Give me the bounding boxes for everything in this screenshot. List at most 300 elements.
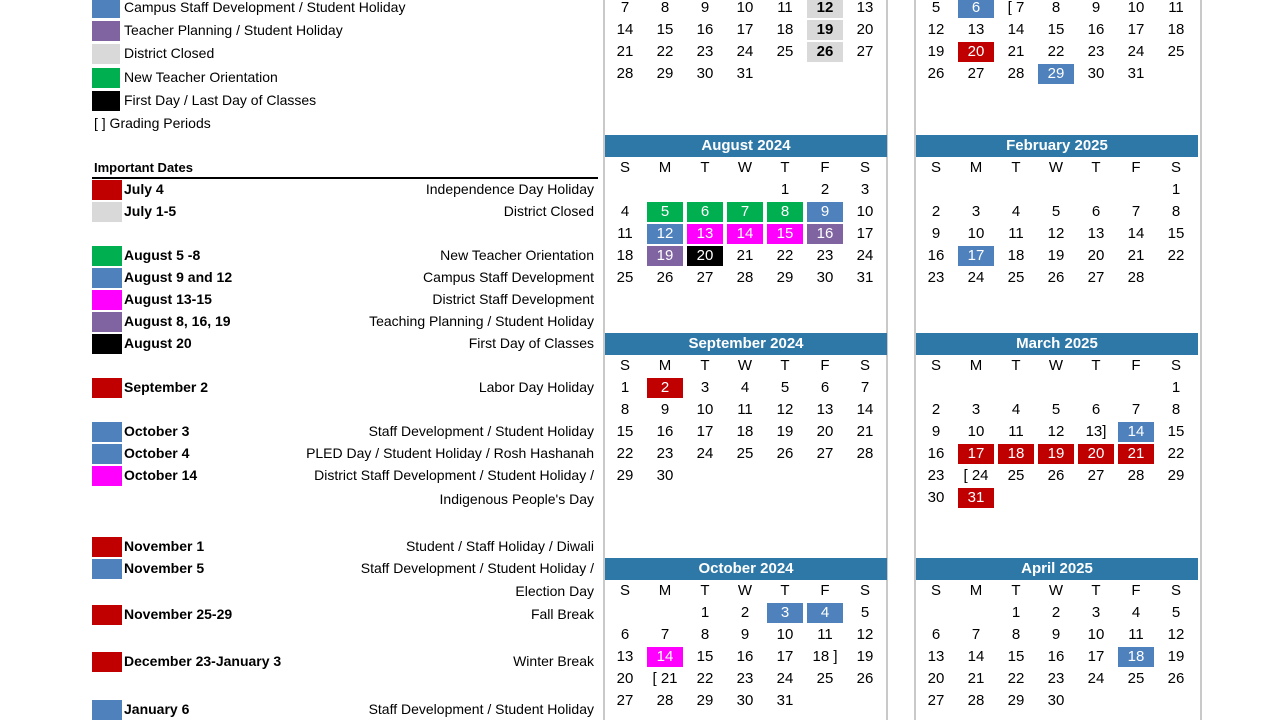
- day-cell: 19: [1167, 648, 1185, 665]
- day-cell: 3: [860, 181, 870, 198]
- day-cell: 28: [616, 65, 634, 82]
- day-cell: 6: [958, 0, 994, 18]
- day-cell: [1078, 691, 1114, 711]
- important-date-row: [92, 246, 596, 266]
- day-cell: 8: [700, 626, 710, 643]
- day-cell: 17: [1127, 21, 1145, 38]
- weekday-label: S: [859, 582, 870, 599]
- day-cell: 5: [1051, 203, 1061, 220]
- day-cell: 10: [967, 225, 985, 242]
- day-grid: [916, 602, 1198, 712]
- weekday-label: F: [820, 582, 830, 599]
- day-cell: 27: [696, 269, 714, 286]
- day-cell: 5: [931, 0, 941, 16]
- day-cell: [ 24: [963, 467, 989, 484]
- day-cell: 10: [736, 0, 754, 16]
- month-aug: [605, 135, 887, 289]
- legend-swatch: [92, 68, 120, 88]
- day-cell: 29: [1038, 64, 1074, 84]
- weekday-label: T: [1091, 159, 1101, 176]
- day-cell: 19: [1038, 444, 1074, 464]
- weekday-label: F: [820, 159, 830, 176]
- event-date: October 14: [124, 467, 198, 483]
- day-cell: 27: [816, 445, 834, 462]
- day-cell: 18: [1007, 247, 1025, 264]
- weekday-header: [916, 157, 1198, 179]
- legend-item: [92, 68, 492, 88]
- weekday-label: T: [1091, 582, 1101, 599]
- day-cell: 4: [1011, 203, 1021, 220]
- weekday-header: [605, 157, 887, 179]
- event-description: Fall Break: [530, 606, 594, 622]
- day-cell: 13]: [1085, 423, 1107, 440]
- weekday-label: S: [1170, 357, 1181, 374]
- day-cell: 13: [816, 401, 834, 418]
- day-cell: 28: [856, 445, 874, 462]
- day-cell: 14: [616, 21, 634, 38]
- day-cell: 18: [736, 423, 754, 440]
- day-cell: 26: [776, 445, 794, 462]
- event-description: District Staff Development / Student Holiday /: [314, 467, 594, 483]
- weekday-label: T: [700, 159, 710, 176]
- day-cell: 22: [656, 43, 674, 60]
- day-cell: 8: [1171, 401, 1181, 418]
- day-cell: 25: [1007, 467, 1025, 484]
- day-cell: 14: [727, 224, 763, 244]
- month-feb: [916, 135, 1198, 289]
- event-description: Teaching Planning / Student Holiday: [369, 313, 594, 329]
- day-cell: 2: [931, 203, 941, 220]
- day-cell: 18: [1167, 21, 1185, 38]
- day-cell: 23: [1047, 670, 1065, 687]
- day-cell: 26: [1047, 269, 1065, 286]
- day-cell: 15: [1167, 225, 1185, 242]
- day-cell: 29: [1167, 467, 1185, 484]
- day-cell: 18: [776, 21, 794, 38]
- day-cell: 12: [1167, 626, 1185, 643]
- month-title: August 2024: [605, 135, 887, 157]
- day-cell: 25: [816, 670, 834, 687]
- day-cell: 22: [1047, 43, 1065, 60]
- day-cell: 11: [817, 626, 833, 643]
- day-cell: 29: [656, 65, 674, 82]
- event-description: Independence Day Holiday: [425, 181, 594, 197]
- event-date: August 20: [124, 335, 192, 351]
- day-cell: 22: [616, 445, 634, 462]
- day-cell: [767, 64, 803, 84]
- day-cell: 19: [807, 20, 843, 40]
- event-swatch: [92, 605, 122, 625]
- day-cell: 13: [616, 648, 634, 665]
- day-grid: [916, 377, 1198, 509]
- day-cell: 12: [1047, 423, 1065, 440]
- event-date: August 9 and 12: [124, 269, 233, 285]
- event-swatch: [92, 312, 122, 332]
- important-date-row: [92, 559, 596, 579]
- day-cell: 17: [958, 246, 994, 266]
- day-cell: 24: [696, 445, 714, 462]
- day-cell: 24: [856, 247, 874, 264]
- day-cell: 30: [1047, 692, 1065, 709]
- day-cell: 31: [736, 65, 754, 82]
- day-cell: 19: [647, 246, 683, 266]
- day-cell: 24: [1087, 670, 1105, 687]
- weekday-label: T: [700, 357, 710, 374]
- day-cell: 24: [736, 43, 754, 60]
- legend-label: Teacher Planning / Student Holiday: [124, 22, 343, 38]
- day-cell: 4: [740, 379, 750, 396]
- day-cell: 14: [967, 648, 985, 665]
- day-cell: 10: [967, 423, 985, 440]
- day-cell: 14: [1127, 225, 1145, 242]
- day-cell: 18: [1118, 647, 1154, 667]
- day-cell: 10: [856, 203, 874, 220]
- day-cell: 5: [1051, 401, 1061, 418]
- day-cell: 20: [1087, 247, 1105, 264]
- day-grid: [916, 179, 1198, 289]
- weekday-label: T: [1091, 357, 1101, 374]
- day-cell: 22: [776, 247, 794, 264]
- day-cell: 21: [736, 247, 754, 264]
- month-apr: [916, 558, 1198, 712]
- day-cell: [1118, 378, 1154, 398]
- day-cell: 1: [620, 379, 630, 396]
- event-date: October 3: [124, 423, 190, 439]
- event-date: October 4: [124, 445, 190, 461]
- day-cell: 8: [767, 202, 803, 222]
- day-cell: 16: [927, 445, 945, 462]
- legend-label: Campus Staff Development / Student Holiday: [124, 0, 406, 15]
- event-date: January 6: [124, 701, 190, 717]
- day-cell: 3: [767, 603, 803, 623]
- day-cell: 20: [816, 423, 834, 440]
- event-description: Student / Staff Holiday / Diwali: [405, 538, 594, 554]
- day-cell: 30: [736, 692, 754, 709]
- event-swatch: [92, 444, 122, 464]
- day-cell: 7: [727, 202, 763, 222]
- event-date: July 4: [124, 181, 164, 197]
- day-cell: 25: [776, 43, 794, 60]
- day-cell: 10: [696, 401, 714, 418]
- weekday-label: S: [859, 357, 870, 374]
- important-date-row: [92, 268, 596, 288]
- important-date-row: [92, 180, 596, 200]
- weekday-label: W: [737, 357, 753, 374]
- day-cell: 1: [1171, 181, 1181, 198]
- weekday-label: S: [859, 159, 870, 176]
- day-cell: 31: [1127, 65, 1145, 82]
- day-cell: 7: [1131, 401, 1141, 418]
- day-cell: 17: [696, 423, 714, 440]
- day-cell: 14: [647, 647, 683, 667]
- event-description: Campus Staff Development: [423, 269, 594, 285]
- weekday-label: S: [930, 159, 941, 176]
- day-cell: 31: [856, 269, 874, 286]
- day-cell: 14: [1007, 21, 1025, 38]
- important-dates-title: Important Dates: [94, 160, 193, 175]
- day-cell: 17: [776, 648, 794, 665]
- day-cell: 31: [776, 692, 794, 709]
- day-cell: 22: [1167, 247, 1185, 264]
- day-cell: 22: [1007, 670, 1025, 687]
- day-cell: 27: [616, 692, 634, 709]
- day-cell: 3: [700, 379, 710, 396]
- day-cell: 11: [1008, 225, 1024, 242]
- day-cell: 18: [616, 247, 634, 264]
- day-cell: 16: [696, 21, 714, 38]
- weekday-label: W: [1048, 159, 1064, 176]
- event-date: August 5 -8: [124, 247, 201, 263]
- day-cell: [1118, 180, 1154, 200]
- event-swatch: [92, 180, 122, 200]
- day-cell: 20: [927, 670, 945, 687]
- legend-swatch: [92, 21, 120, 41]
- day-cell: 9: [740, 626, 750, 643]
- day-cell: 22: [1167, 445, 1185, 462]
- event-swatch: [92, 378, 122, 398]
- day-cell: 26: [807, 42, 843, 62]
- event-date: August 13-15: [124, 291, 212, 307]
- event-swatch: [92, 537, 122, 557]
- day-cell: 11: [1008, 423, 1024, 440]
- event-description: Staff Development / Student Holiday: [368, 423, 594, 439]
- month-title: February 2025: [916, 135, 1198, 157]
- day-cell: 6: [687, 202, 723, 222]
- important-date-row: [92, 378, 596, 398]
- day-cell: 1: [1011, 604, 1021, 621]
- day-cell: [1078, 488, 1114, 508]
- day-cell: [958, 603, 994, 623]
- day-cell: 20: [958, 42, 994, 62]
- day-cell: 16: [1047, 648, 1065, 665]
- day-cell: 23: [656, 445, 674, 462]
- day-cell: 1: [700, 604, 710, 621]
- day-cell: 26: [656, 269, 674, 286]
- day-cell: 21: [616, 43, 634, 60]
- day-cell: 23: [736, 670, 754, 687]
- weekday-label: M: [969, 357, 983, 374]
- day-cell: 16: [1087, 21, 1105, 38]
- day-cell: 14: [1118, 422, 1154, 442]
- weekday-label: T: [780, 582, 790, 599]
- day-cell: [1038, 378, 1074, 398]
- event-description: Staff Development / Student Holiday: [368, 701, 594, 717]
- day-cell: 27: [1087, 467, 1105, 484]
- day-cell: 25: [1127, 670, 1145, 687]
- day-cell: 18 ]: [812, 648, 838, 665]
- day-cell: 28: [1127, 467, 1145, 484]
- month-sep: [605, 333, 887, 487]
- legend-label: [ ] Grading Periods: [94, 115, 211, 131]
- day-cell: 25: [1167, 43, 1185, 60]
- day-cell: [727, 180, 763, 200]
- weekday-label: T: [1011, 159, 1021, 176]
- day-cell: 21: [1118, 444, 1154, 464]
- day-cell: 16: [656, 423, 674, 440]
- column-divider: [1200, 0, 1202, 720]
- weekday-header: [605, 355, 887, 377]
- day-cell: 7: [660, 626, 670, 643]
- day-cell: 30: [1087, 65, 1105, 82]
- important-dates-divider: [92, 177, 598, 179]
- day-cell: 26: [1167, 670, 1185, 687]
- day-cell: [1158, 268, 1194, 288]
- important-date-row: [92, 582, 596, 602]
- month-title: September 2024: [605, 333, 887, 355]
- day-cell: 11: [1128, 626, 1144, 643]
- event-swatch: [92, 202, 122, 222]
- day-cell: [918, 378, 954, 398]
- day-cell: 11: [777, 0, 793, 16]
- day-cell: [1038, 180, 1074, 200]
- day-cell: 2: [647, 378, 683, 398]
- day-cell: 13: [967, 21, 985, 38]
- day-cell: [998, 180, 1034, 200]
- day-cell: [1078, 378, 1114, 398]
- day-cell: 12: [856, 626, 874, 643]
- day-cell: 31: [958, 488, 994, 508]
- event-swatch: [92, 559, 122, 579]
- event-description: New Teacher Orientation: [440, 247, 594, 263]
- day-cell: 10: [1127, 0, 1145, 16]
- weekday-label: F: [1131, 357, 1141, 374]
- day-cell: 12: [807, 0, 843, 18]
- day-cell: 2: [1051, 604, 1061, 621]
- day-cell: 6: [1091, 401, 1101, 418]
- day-cell: 12: [1047, 225, 1065, 242]
- day-cell: 1: [780, 181, 790, 198]
- weekday-label: T: [1011, 582, 1021, 599]
- day-cell: 7: [1131, 203, 1141, 220]
- weekday-label: S: [619, 582, 630, 599]
- weekday-label: T: [780, 159, 790, 176]
- important-date-row: [92, 334, 596, 354]
- event-date: August 8, 16, 19: [124, 313, 231, 329]
- weekday-label: W: [1048, 357, 1064, 374]
- day-cell: 4: [807, 603, 843, 623]
- day-cell: [1078, 180, 1114, 200]
- day-cell: 28: [967, 692, 985, 709]
- weekday-label: T: [700, 582, 710, 599]
- event-description: District Closed: [503, 203, 594, 219]
- day-cell: [767, 466, 803, 486]
- day-cell: 17: [958, 444, 994, 464]
- day-cell: 11: [1168, 0, 1184, 16]
- day-cell: 9: [660, 401, 670, 418]
- day-cell: [1118, 488, 1154, 508]
- day-cell: 8: [620, 401, 630, 418]
- weekday-label: M: [969, 159, 983, 176]
- day-cell: 20: [856, 21, 874, 38]
- day-cell: [958, 180, 994, 200]
- important-date-row: [92, 466, 596, 486]
- weekday-label: F: [820, 357, 830, 374]
- day-cell: 13: [687, 224, 723, 244]
- day-cell: 26: [856, 670, 874, 687]
- day-cell: 5: [780, 379, 790, 396]
- day-cell: 22: [696, 670, 714, 687]
- day-cell: 26: [927, 65, 945, 82]
- day-cell: 15: [656, 21, 674, 38]
- event-date: July 1-5: [124, 203, 177, 219]
- day-cell: 6: [820, 379, 830, 396]
- day-cell: 15: [767, 224, 803, 244]
- important-date-row: [92, 700, 596, 720]
- day-cell: 24: [967, 269, 985, 286]
- day-cell: [998, 378, 1034, 398]
- month-oct: [605, 558, 887, 712]
- important-date-row: [92, 422, 596, 442]
- day-cell: [807, 466, 843, 486]
- day-cell: [807, 691, 843, 711]
- month-mar: [916, 333, 1198, 509]
- weekday-label: S: [1170, 159, 1181, 176]
- day-cell: 8: [1171, 203, 1181, 220]
- event-description: Indigenous People's Day: [439, 491, 594, 507]
- event-swatch: [92, 652, 122, 672]
- day-cell: 3: [971, 203, 981, 220]
- important-date-row: [92, 444, 596, 464]
- day-cell: 6: [620, 626, 630, 643]
- legend-label: District Closed: [124, 45, 215, 61]
- day-cell: [ 21: [652, 670, 678, 687]
- day-cell: 30: [656, 467, 674, 484]
- legend-item: [92, 21, 492, 41]
- day-cell: 7: [860, 379, 870, 396]
- day-cell: 15: [1167, 423, 1185, 440]
- legend-label: New Teacher Orientation: [124, 69, 278, 85]
- day-cell: 28: [1127, 269, 1145, 286]
- day-cell: 28: [656, 692, 674, 709]
- weekday-label: T: [1011, 357, 1021, 374]
- day-cell: 12: [647, 224, 683, 244]
- legend-swatch: [92, 44, 120, 64]
- day-cell: 29: [776, 269, 794, 286]
- day-cell: 3: [971, 401, 981, 418]
- legend-item: [92, 0, 492, 18]
- weekday-label: S: [930, 582, 941, 599]
- event-swatch: [92, 246, 122, 266]
- day-cell: [607, 603, 643, 623]
- day-cell: [807, 64, 843, 84]
- month-title: April 2025: [916, 558, 1198, 580]
- day-cell: 21: [1007, 43, 1025, 60]
- weekday-label: M: [658, 357, 672, 374]
- day-cell: 6: [1091, 203, 1101, 220]
- weekday-header: [916, 355, 1198, 377]
- day-cell: 2: [820, 181, 830, 198]
- day-cell: 23: [927, 269, 945, 286]
- day-cell: 15: [616, 423, 634, 440]
- day-cell: [ 7: [1007, 0, 1025, 16]
- weekday-label: M: [969, 582, 983, 599]
- day-cell: 2: [740, 604, 750, 621]
- day-cell: 4: [1131, 604, 1141, 621]
- day-cell: 29: [696, 692, 714, 709]
- day-cell: [847, 64, 883, 84]
- day-cell: 21: [967, 670, 985, 687]
- weekday-header: [605, 580, 887, 602]
- day-cell: 9: [1091, 0, 1101, 16]
- day-cell: 24: [776, 670, 794, 687]
- day-cell: 25: [616, 269, 634, 286]
- month-july: [605, 0, 887, 85]
- day-cell: 21: [856, 423, 874, 440]
- day-cell: 10: [776, 626, 794, 643]
- legend-swatch: [92, 0, 120, 18]
- legend-item: [92, 91, 492, 111]
- day-cell: 25: [1007, 269, 1025, 286]
